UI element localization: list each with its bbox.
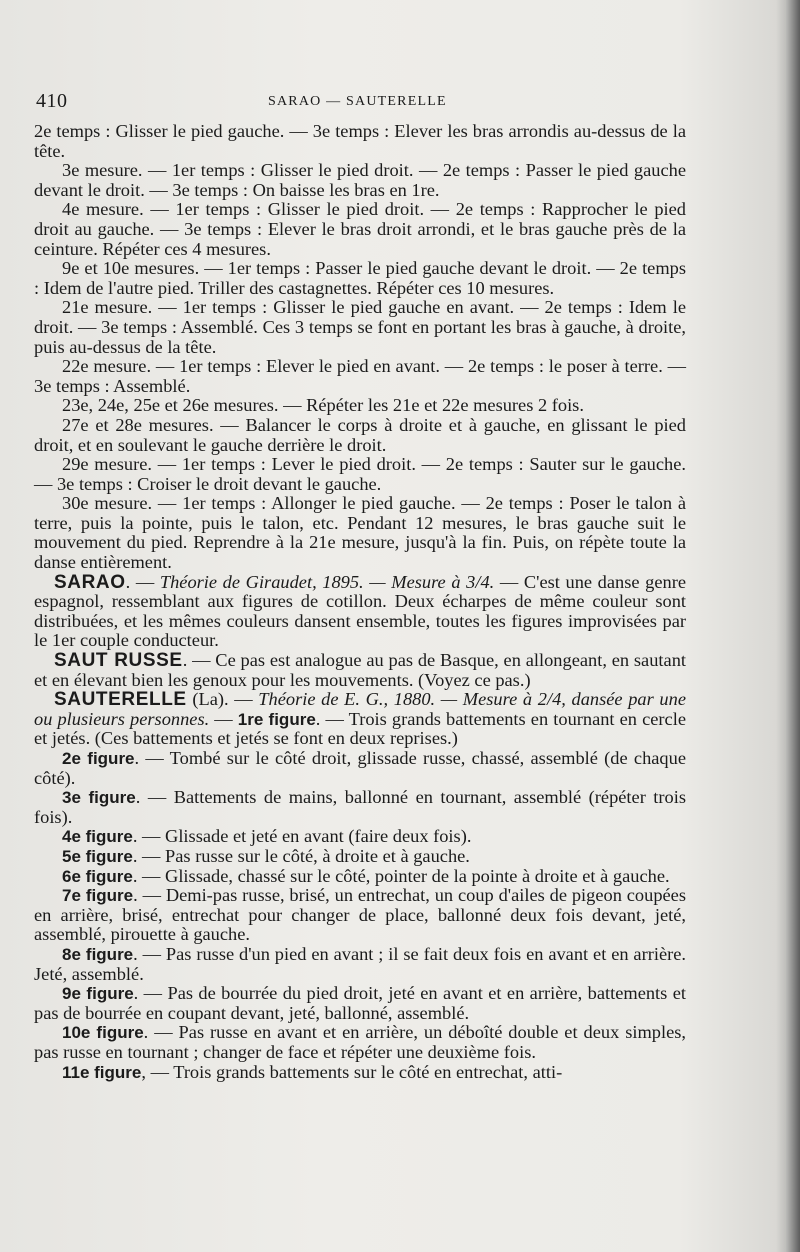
figure-heading: 8e figure [62, 944, 134, 964]
figure-heading: 7e figure [62, 886, 134, 906]
figure-heading: 6e figure [62, 866, 133, 886]
paragraph-p13 [34, 690, 686, 749]
paragraph-p7 [34, 396, 686, 416]
paragraph-p18 [34, 867, 686, 887]
figure-heading: 1re figure [237, 709, 316, 729]
figure-heading: 2e figure [62, 749, 135, 768]
text-run: 2e temps : Glisser le pied gauche. — 3e temps : Elever les bras arrondis au-dessus de la tête. [34, 121, 686, 161]
text-run: 9e et 10e mesures. — 1er temps : Passer le pied gauche devant le droit. — 2e temps : Idem de l'autre pied. Triller des castagnettes. Répéter ces 10 mesures. [34, 258, 686, 298]
paragraph-p10 [34, 494, 686, 572]
paragraph-p9 [34, 455, 686, 494]
text-run: 27e et 28e mesures. — Balancer le corps à droite et à gauche, en glissant le pied droit, et en soulevant le gauche derrière le droit. [34, 414, 686, 455]
paragraph-p2 [34, 161, 686, 200]
paragraph-p11 [34, 573, 686, 651]
text-run: 3e mesure. — 1er temps : Glisser le pied droit. — 2e temps : Passer le pied gauche devant le droit. — 3e temps : On baisse les bras en 1re. [34, 160, 686, 200]
text-run: 30e mesure. — 1er temps : Allonger le pied gauche. — 2e temps : Poser le talon à terre, puis la pointe, puis le talon, etc. Pendant 12 mesures, le bras gauche suit le mouvement du pied. Reprendre à la 21e mesure, jusqu'à la fin. Puis, on répète toute la danse entièrement. [34, 493, 686, 573]
text-run: . — Demi-pas russe, brisé, un entrechat, un coup d'ailes de pigeon coupées en arrière, brisé, entrechat pour changer de place, ballonné deux fois devant, jeté, assemblé, pirouette à gauche. [34, 885, 687, 945]
paragraph-p8 [34, 416, 686, 455]
paragraph-p21 [34, 984, 686, 1023]
text-run: — [209, 708, 238, 729]
dictionary-entry-term: SARAO [54, 571, 126, 593]
text-run: 4e mesure. — 1er temps : Glisser le pied droit. — 2e temps : Rapprocher le pied droit au gauche. — 3e temps : Elever le bras droit arrondi, et le bras gauche près de la ceinture. Répéter ces 4 mesures. [34, 199, 686, 259]
text-run: 29e mesure. — 1er temps : Lever le pied droit. — 2e temps : Sauter sur le gauche. — 3e temps : Croiser le droit devant le gauche. [34, 454, 686, 494]
paragraph-p5 [34, 298, 686, 357]
italic-text: Théorie de Giraudet, 1895. — Mesure à 3/4. [159, 571, 495, 592]
paragraph-p16 [34, 827, 686, 847]
text-run: . — Glissade et jeté en avant (faire deux fois). [132, 826, 472, 847]
text-run: . — Pas russe sur le côté, à droite et à gauche. [132, 845, 470, 866]
figure-heading: 10e figure [62, 1023, 144, 1043]
figure-heading: 3e figure [62, 788, 136, 808]
paragraph-p22 [34, 1023, 686, 1062]
text-run: . — Battements de mains, ballonné en tournant, assemblé (répéter trois fois). [34, 787, 687, 827]
text-run: . — Pas russe en avant et en arrière, un déboîté double et deux simples, pas russe en tournant ; changer de face et répéter une deuxième fois. [34, 1022, 687, 1062]
running-head: SARAO — SAUTERELLE [268, 94, 447, 109]
page-number: 410 [36, 90, 68, 112]
paragraph-p6 [34, 357, 686, 396]
figure-heading: 4e figure [62, 827, 133, 847]
text-run: (La). — [186, 689, 259, 710]
text-run: 21e mesure. — 1er temps : Glisser le pied gauche en avant. — 2e temps : Idem le droit. — 3e temps : Assemblé. Ces 3 temps se font en portant les bras à gauche, à droite, puis au-dessus de la tête. [34, 297, 686, 357]
paragraph-p14 [34, 749, 686, 788]
paragraph-p3 [34, 200, 686, 259]
text-run: 22e mesure. — 1er temps : Elever le pied en avant. — 2e temps : le poser à terre. — 3e temps : Assemblé. [34, 356, 686, 396]
text-run: . — [125, 571, 160, 592]
text-run: 23e, 24e, 25e et 26e mesures. — Répéter les 21e et 22e mesures 2 fois. [62, 395, 584, 416]
paragraph-p12 [34, 651, 686, 690]
text-run: — C'est une danse genre espagnol, ressemblant aux figures de cotillon. Deux écharpes de même couleur sont distribuées, et les mêmes couleurs dansent ensemble, toutes les figures improvisées par le 1er couple conducteur. [34, 571, 686, 651]
text-run: , — Trois grands battements sur le côté en entrechat, atti- [141, 1061, 563, 1082]
text-run: . — Tombé sur le côté droit, glissade russe, chassé, assemblé (de chaque côté). [34, 748, 686, 788]
text-run: . — Pas russe d'un pied en avant ; il se fait deux fois en avant et en arrière. Jeté, assemblé. [34, 943, 686, 984]
paragraph-p23 [34, 1063, 686, 1083]
paragraph-p19 [34, 886, 686, 945]
text-run: . — Trois grands battements en tournant en cercle et jetés. (Ces battements et jetés se font en deux reprises.) [34, 708, 686, 749]
paragraph-p15 [34, 788, 686, 827]
text-run: . — Ce pas est analogue au pas de Basque, en allongeant, en sautant et en élevant bien les genoux pour les mouvements. (Voyez ce pas.) [34, 650, 686, 690]
paragraph-p1 [34, 122, 686, 161]
dictionary-entry-term: SAUT RUSSE [54, 650, 183, 672]
paragraph-p17 [34, 847, 686, 867]
paragraph-p4 [34, 259, 686, 298]
body-text [34, 122, 686, 1082]
italic-text: Théorie de E. G., 1880. — Mesure à 2/4, dansée par une ou plusieurs personnes. [34, 689, 686, 729]
text-run: . — Pas de bourrée du pied droit, jeté en avant et en arrière, battements et pas de bourrée en coupant devant, jeté, ballonné, assemblé. [34, 983, 686, 1023]
figure-heading: 5e figure [62, 846, 133, 866]
text-run: . — Glissade, chassé sur le côté, pointer de la pointe à droite et à gauche. [132, 865, 670, 886]
book-spine-shadow [786, 0, 800, 1252]
figure-heading: 9e figure [62, 984, 134, 1004]
page-header [36, 90, 686, 114]
figure-heading: 11e figure [62, 1062, 142, 1082]
dictionary-entry-term: SAUTERELLE [54, 689, 187, 711]
paragraph-p20 [34, 945, 686, 984]
